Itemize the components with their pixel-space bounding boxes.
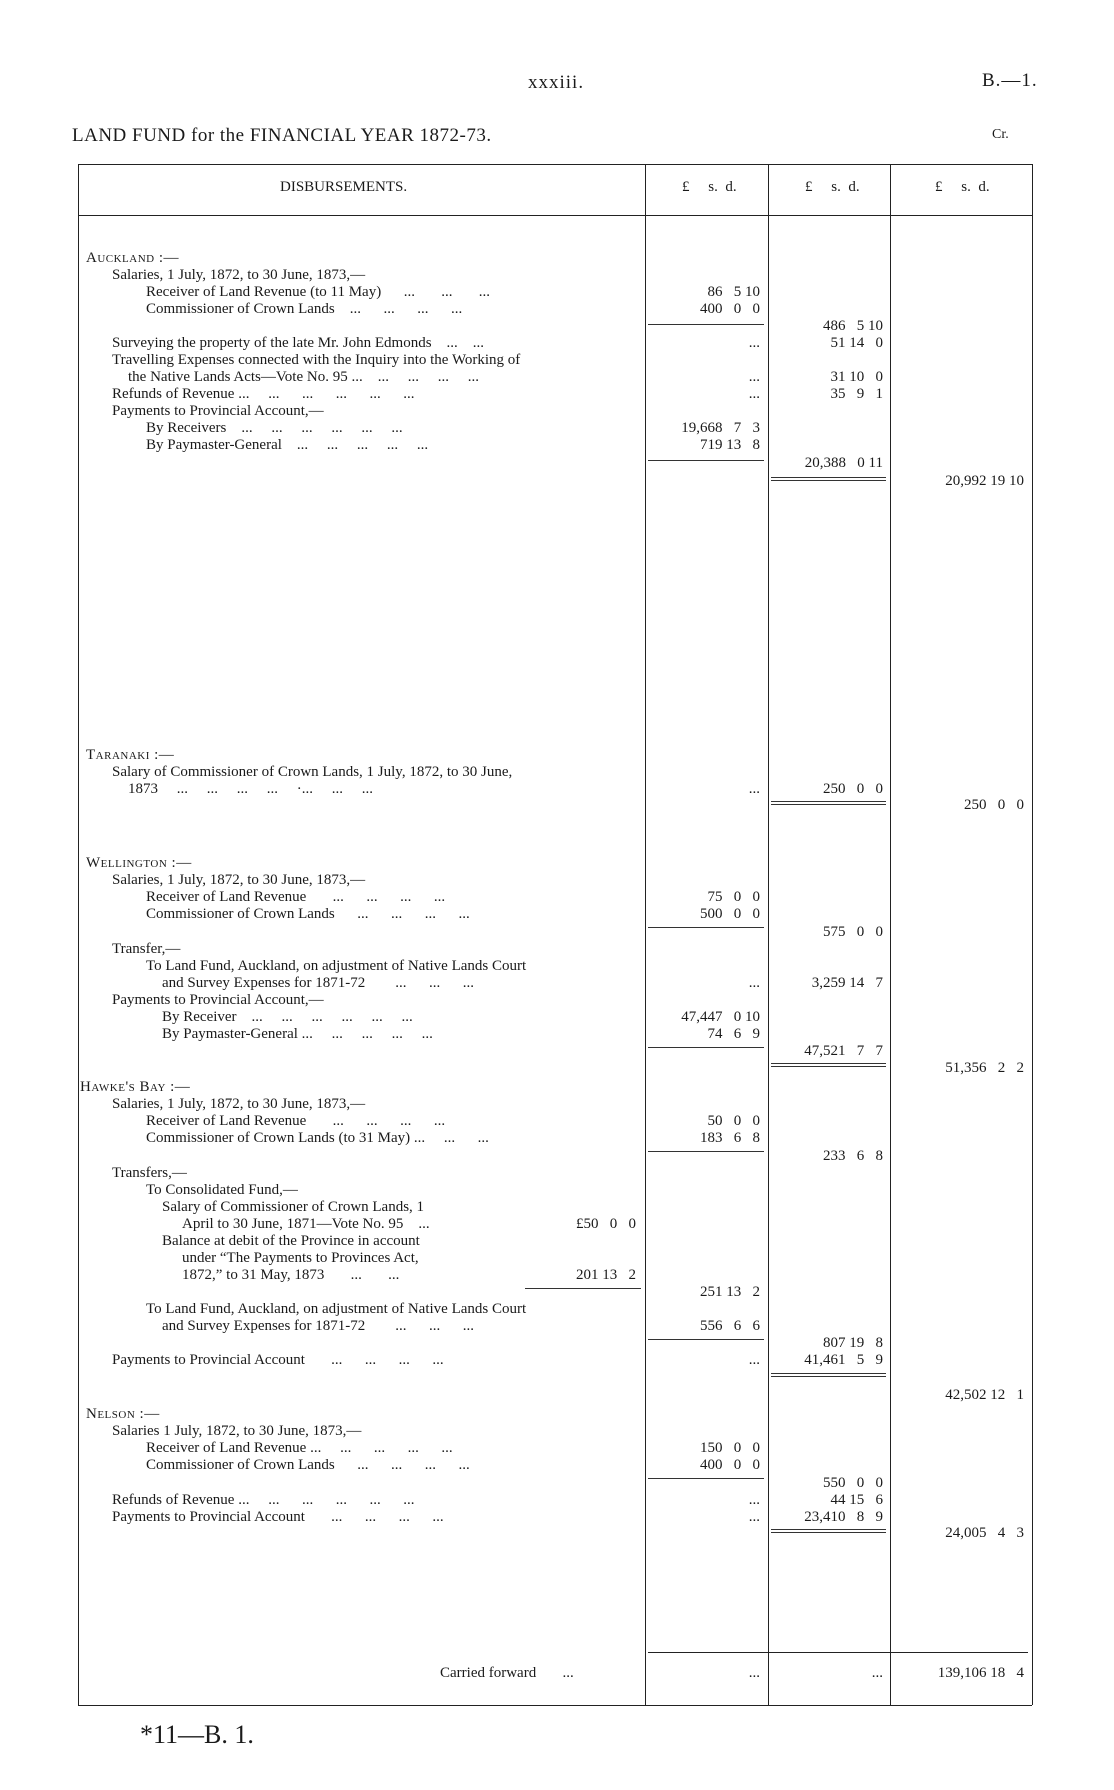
nelson-salaries-rule [648,1478,764,1479]
hawkes-bay-payments-label: Payments to Provincial Account ... ... ... ... [112,1352,444,1368]
auckland-salaries-total: 486 5 10 [823,318,883,334]
hawkes-bay-to-auckland-amount: 556 6 6 [700,1318,760,1334]
wellington-transfer-c1: ... [748,975,760,991]
hawkes-bay-salary-amount: £50 0 0 [576,1216,636,1232]
wellington-heading: Wellington :— [86,855,192,871]
hawkes-bay-commissioner-amount: 183 6 8 [700,1130,760,1146]
nelson-commissioner-label: Commissioner of Crown Lands ... ... ... ... [146,1457,470,1473]
auckland-commissioner-label: Commissioner of Crown Lands ... ... ... ... [146,301,463,317]
hawkes-bay-balance-amount: 201 13 2 [576,1267,636,1283]
auckland-receiver-amount: 86 5 10 [707,284,760,300]
wellington-transfer-label: Transfer,— [112,941,181,957]
wellington-salaries-total: 575 0 0 [823,924,883,940]
auckland-heading: Auckland :— [86,250,180,266]
wellington-salaries-label: Salaries, 1 July, 1872, to 30 June, 1873,— [112,872,366,888]
hawkes-bay-balance-line-3: 1872,” to 31 May, 1873 ... ... [182,1267,400,1283]
wellington-total: 51,356 2 2 [945,1060,1024,1076]
hawkes-bay-to-auckland-line-2: and Survey Expenses for 1871-72 ... ... ... [162,1318,475,1334]
wellington-salaries-rule [648,927,764,928]
hawkes-bay-salary-line-1: Salary of Commissioner of Crown Lands, 1 [162,1199,425,1215]
auckland-total-rule [771,477,886,481]
hawkes-bay-to-auckland-line-1: To Land Fund, Auckland, on adjustment of Native Lands Court [146,1301,527,1317]
auckland-commissioner-amount: 400 0 0 [700,301,760,317]
table-bottom-rule [78,1705,1032,1706]
table-left-border [78,164,79,1705]
carried-forward-top-rule [648,1652,1028,1653]
hawkes-bay-receiver-label: Receiver of Land Revenue ... ... ... ... [146,1113,446,1129]
hawkes-bay-heading: Hawke's Bay :— [80,1079,191,1095]
nelson-commissioner-amount: 400 0 0 [700,1457,760,1473]
auckland-salaries-rule [648,324,764,325]
hawkes-bay-to-consolidated-label: To Consolidated Fund,— [146,1182,298,1198]
page-title: LAND FUND for the FINANCIAL YEAR 1872-73. [72,125,492,146]
hawkes-bay-consolidated-rule [525,1288,641,1289]
wellington-commissioner-label: Commissioner of Crown Lands ... ... ... ... [146,906,470,922]
wellington-transfer-amount: 3,259 14 7 [811,975,883,991]
hawkes-bay-payments-amount: 41,461 5 9 [804,1352,883,1368]
carried-forward-label: Carried forward ... [440,1665,574,1681]
hawkes-bay-salaries-rule [648,1151,764,1152]
taranaki-line-2: 1873 ... ... ... ... ·... ... ... [128,781,373,797]
nelson-salaries-label: Salaries 1 July, 1872, to 30 June, 1873,— [112,1423,362,1439]
auckland-payments-rule [648,460,764,461]
hawkes-bay-payments-c1: ... [748,1352,760,1368]
hawkes-bay-transfers-total: 807 19 8 [823,1335,883,1351]
nelson-refunds-c1: ... [748,1492,760,1508]
document-reference: B.—1. [982,70,1038,91]
auckland-travelling-c1: ... [748,369,760,385]
nelson-payments-c1: ... [748,1509,760,1525]
taranaki-line-1: Salary of Commissioner of Crown Lands, 1 July, 1872, to 30 June, [112,764,513,780]
auckland-travelling-label-2: the Native Lands Acts—Vote No. 95 ... ... ... ... ... [128,369,479,385]
taranaki-amount: 250 0 0 [823,781,883,797]
taranaki-total-rule [771,801,886,805]
auckland-surveying-c1: ... [748,335,760,351]
taranaki-heading: Taranaki :— [86,747,175,763]
column-header-c1: £ s. d. [682,179,737,195]
wellington-by-paymaster-label: By Paymaster-General ... ... ... ... ... [162,1026,433,1042]
hawkes-bay-total: 42,502 12 1 [945,1387,1024,1403]
column-header-c2: £ s. d. [805,179,860,195]
nelson-heading: Nelson :— [86,1406,160,1422]
nelson-refunds-amount: 44 15 6 [830,1492,883,1508]
auckland-salaries-label: Salaries, 1 July, 1872, to 30 June, 1873,— [112,267,366,283]
carried-forward-total: 139,106 18 4 [937,1665,1024,1681]
nelson-payments-amount: 23,410 8 9 [804,1509,883,1525]
wellington-by-receiver-amount: 47,447 0 10 [681,1009,760,1025]
header-bottom-rule [78,215,1032,216]
wellington-commissioner-amount: 500 0 0 [700,906,760,922]
wellington-payments-rule [648,1047,764,1048]
hawkes-bay-commissioner-label: Commissioner of Crown Lands (to 31 May) ... ... ... [146,1130,489,1146]
auckland-refunds-c1: ... [748,386,760,402]
wellington-payments-label: Payments to Provincial Account,— [112,992,324,1008]
hawkes-bay-salaries-total: 233 6 8 [823,1148,883,1164]
wellington-payments-total: 47,521 7 7 [804,1043,883,1059]
auckland-surveying-label: Surveying the property of the late Mr. John Edmonds ... ... [112,335,485,351]
column-header-c3: £ s. d. [935,179,990,195]
auckland-payments-total: 20,388 0 11 [804,455,883,471]
auckland-by-paymaster-label: By Paymaster-General ... ... ... ... ... [146,437,429,453]
wellington-receiver-label: Receiver of Land Revenue ... ... ... ... [146,889,446,905]
hawkes-bay-receiver-amount: 50 0 0 [707,1113,760,1129]
column-divider-3 [890,164,891,1705]
auckland-by-receivers-label: By Receivers ... ... ... ... ... ... [146,420,403,436]
nelson-payments-label: Payments to Provincial Account ... ... ... ... [112,1509,444,1525]
hawkes-bay-balance-line-1: Balance at debit of the Province in account [162,1233,420,1249]
nelson-refunds-label: Refunds of Revenue ... ... ... ... ... ... [112,1492,415,1508]
auckland-receiver-label: Receiver of Land Revenue (to 11 May) ... ... ... [146,284,490,300]
auckland-travelling-label-1: Travelling Expenses connected with the Inquiry into the Working of [112,352,521,368]
hawkes-bay-salary-line-2: April to 30 June, 1871—Vote No. 95 ... [182,1216,430,1232]
auckland-refunds-label: Refunds of Revenue ... ... ... ... ... ... [112,386,415,402]
nelson-receiver-label: Receiver of Land Revenue ... ... ... ... ... [146,1440,453,1456]
hawkes-bay-transfers-rule [648,1339,764,1340]
hawkes-bay-transfers-label: Transfers,— [112,1165,187,1181]
nelson-total: 24,005 4 3 [945,1525,1024,1541]
taranaki-c1: ... [748,781,760,797]
nelson-receiver-amount: 150 0 0 [700,1440,760,1456]
auckland-surveying-amount: 51 14 0 [830,335,883,351]
page-footer-signature: *11—B. 1. [140,1720,254,1749]
carried-forward-c2: ... [871,1665,883,1681]
auckland-by-receivers-amount: 19,668 7 3 [681,420,760,436]
carried-forward-c1: ... [748,1665,760,1681]
nelson-total-rule [771,1529,886,1533]
wellington-receiver-amount: 75 0 0 [707,889,760,905]
table-top-rule [78,164,1032,165]
wellington-by-receiver-label: By Receiver ... ... ... ... ... ... [162,1009,413,1025]
table-right-border [1032,164,1033,1705]
auckland-by-paymaster-amount: 719 13 8 [700,437,760,453]
wellington-total-rule [771,1063,886,1067]
auckland-refunds-amount: 35 9 1 [830,386,883,402]
auckland-travelling-amount: 31 10 0 [830,369,883,385]
wellington-transfer-line-1: To Land Fund, Auckland, on adjustment of Native Lands Court [146,958,527,974]
hawkes-bay-total-rule [771,1373,886,1377]
column-header-disbursements: DISBURSEMENTS. [280,179,408,195]
auckland-total: 20,992 19 10 [945,473,1024,489]
wellington-by-paymaster-amount: 74 6 9 [707,1026,760,1042]
taranaki-total: 250 0 0 [964,797,1024,813]
page-number: xxxiii. [528,72,585,93]
hawkes-bay-salaries-label: Salaries, 1 July, 1872, to 30 June, 1873,— [112,1096,366,1112]
credit-side-label: Cr. [992,127,1009,142]
hawkes-bay-balance-line-2: under “The Payments to Provinces Act, [182,1250,419,1266]
wellington-transfer-line-2: and Survey Expenses for 1871-72 ... ... ... [162,975,475,991]
auckland-payments-label: Payments to Provincial Account,— [112,403,324,419]
hawkes-bay-consolidated-total: 251 13 2 [700,1284,760,1300]
nelson-salaries-total: 550 0 0 [823,1475,883,1491]
